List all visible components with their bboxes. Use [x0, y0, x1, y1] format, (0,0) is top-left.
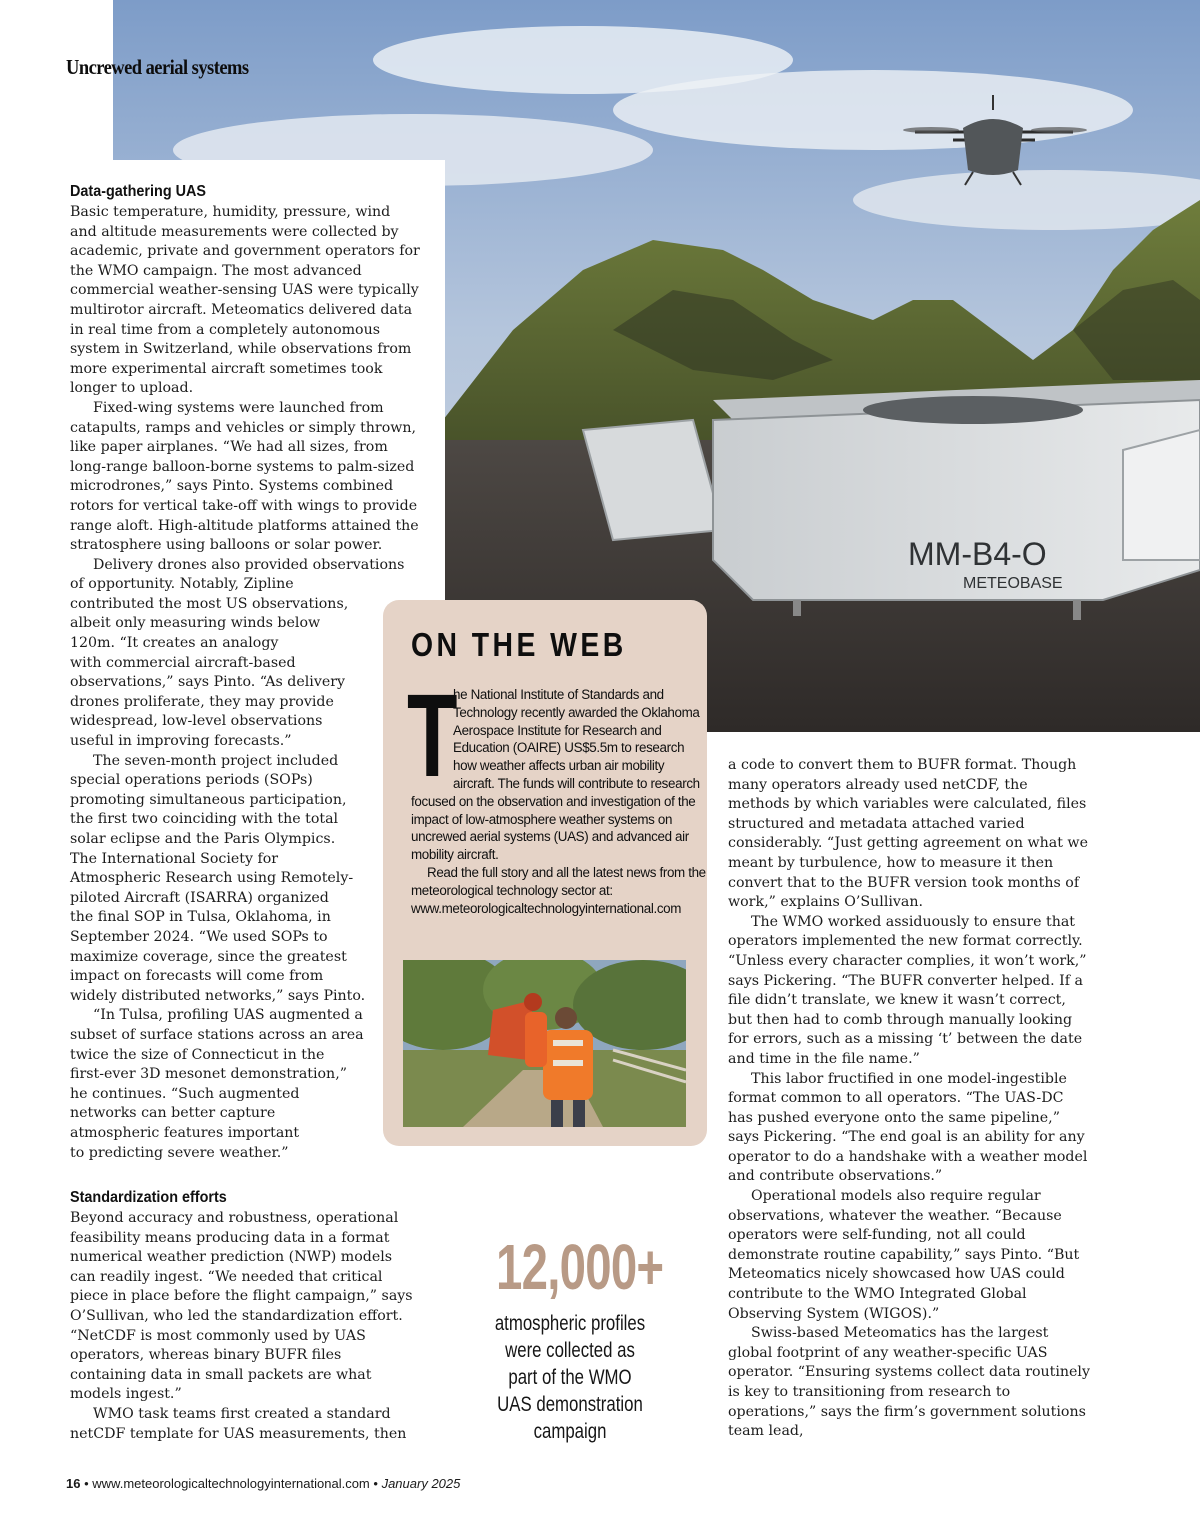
- paragraph: Fixed-wing systems were launched from catapults, ramps and vehicles or simply thrown, like paper airplanes. “We had all sizes, from long-range balloon-borne systems to palm-sized microdrones,” says Pinto. Systems combined rotors for vertical take-off with wings to provide range aloft. High-altitude platforms attained the stratosphere using balloons or solar power.: [70, 399, 419, 554]
- footer-separator: •: [373, 1476, 378, 1491]
- paragraph: Operational models also require regular observations, whatever the weather. “Because operators were self-funding, not all could demonstrate routine capability,” says Pinto. “But Meteomatics nicely showcased how UAS could contribute to the WMO Integrated Global Observing System (WIGOS).”: [728, 1188, 1080, 1322]
- article-column-left: [70, 181, 420, 1163]
- field-team-photo: [403, 960, 686, 1127]
- sidebar-title: ON THE WEB: [411, 626, 627, 663]
- paragraph: a code to convert them to BUFR format. Though many operators already used netCDF, the methods by which variables were calculated, files structured and metadata attached varied considerably. “Just getting agreement on what we meant by turbulence, how to measure it then convert that to the BUFR version took months of work,” explains O’Sullivan.: [728, 757, 1088, 911]
- paragraph-narrow: The seven-month project included special operations periods (SOPs) promoting simultaneous participation, the first two coinciding with the total solar eclipse and the Paris Olympics. The International Society for Atmospheric Research using Remotely- piloted Aircraft (ISARRA) organized the final SOP in Tulsa, Oklahoma, in September 2024. “We used SOPs to maximize coverage, since the greatest impact on forecasts will come from widely distributed networks,” says Pinto.: [70, 752, 366, 1004]
- dropcap: T: [407, 670, 458, 802]
- field-team-illustration: [403, 960, 686, 1127]
- stat-caption: atmospheric profiles were collected as part of the WMO UAS demonstration campaign: [494, 1312, 646, 1443]
- paragraph: Basic temperature, humidity, pressure, wind and altitude measurements were collected by academic, private and government operators for the WMO campaign. The most advanced commercial weather-sensing UAS were typically multirotor aircraft. Meteomatics delivered data in real time from a completely autonomous system in Switzerland, while observations from more experimental aircraft sometimes took longer to upload.: [70, 204, 420, 397]
- paragraph: The WMO worked assiduously to ensure that operators implemented the new format correctly. “Unless every character complies, it won’t work,” says Pickering. “The BUFR converter helped. If a file didn’t translate, we knew it wasn’t correct, but then had to comb through manually looking for errors, such as a missing ‘t’ between the date and time in the file name.”: [728, 913, 1087, 1067]
- sidebar-read-more: Read the full story and all the latest news from the meteorological technology sector at: www.meteorologicaltechnologyinternational.com: [411, 864, 706, 916]
- stat-number: 12,000+: [496, 1231, 664, 1303]
- paragraph-narrow: Delivery drones also provided observations of opportunity. Notably, Zipline contributed the most US observations, albeit only measuring winds below 120m. “It creates an analogy with commercial aircraft-based observations,” says Pinto. “As delivery drones proliferate, they may provide widespread, low-level observations useful in improving forecasts.”: [70, 556, 405, 750]
- paragraph: This labor fructified in one model-ingestible format common to all operators. “The UAS-DC has pushed everyone onto the same pipeline,” says Pickering. “The end goal is an ability for any operator to do a handshake with a weather model and contribute observations.”: [728, 1070, 1088, 1185]
- heading-standardization: Standardization efforts: [70, 1189, 227, 1206]
- paragraph: Swiss-based Meteomatics has the largest global footprint of any weather-specific UAS operator. “Ensuring systems collect data routinely is key to transitioning from research to operations,” says the firm’s government solutions team lead,: [728, 1325, 1090, 1440]
- sidebar-paragraph: T he National Institute of Standards and Technology recently awarded the Oklahoma Aerospace Institute for Research and Education (OAIRE) US$5.5m to research how weather affects urban air mobility aircraft. The funds will contribute to research focused on the observation and investigation of the impact of low-atmosphere weather systems on uncrewed aerial systems (UAS) and advanced air mobility aircraft.: [407, 670, 700, 863]
- footer-separator: •: [84, 1476, 89, 1491]
- section-label: Uncrewed aerial systems: [66, 55, 249, 79]
- paragraph-narrow: “In Tulsa, profiling UAS augmented a subset of surface stations across an area twice the size of Connecticut in the first-ever 3D mesonet demonstration,” he continues. “Such augmented networks can better capture atmospheric features important to predicting severe weather.”: [70, 1007, 364, 1161]
- page-number: 16: [66, 1476, 81, 1491]
- heading-data-gathering: Data-gathering UAS: [70, 183, 207, 200]
- paragraph: WMO task teams first created a standard netCDF template for UAS measurements, then: [70, 1405, 407, 1442]
- cloud: [613, 70, 1133, 150]
- station-brand-label: METEOBASE: [963, 575, 1063, 592]
- sidebar-body: [407, 670, 707, 917]
- article-column-right: [728, 756, 1090, 1442]
- station-model-label: MM-B4-O: [908, 536, 1047, 572]
- issue-date: January 2025: [381, 1476, 461, 1491]
- on-the-web-sidebar: [383, 600, 707, 1146]
- article-column-left-bottom: [70, 1187, 422, 1444]
- paragraph: Beyond accuracy and robustness, operational feasibility means producing data in a format numerical weather prediction (NWP) models can readily ingest. “We needed that critical piece in place before the flight campaign,” says O’Sullivan, who led the standardization effort. “NetCDF is most commonly used by UAS operators, whereas binary BUFR files containing data in small packets are what models ingest.”: [70, 1210, 413, 1403]
- stat-callout: [470, 1232, 670, 1445]
- page-footer: [66, 1476, 460, 1491]
- footer-url[interactable]: www.meteorologicaltechnologyinternational.com: [92, 1476, 370, 1491]
